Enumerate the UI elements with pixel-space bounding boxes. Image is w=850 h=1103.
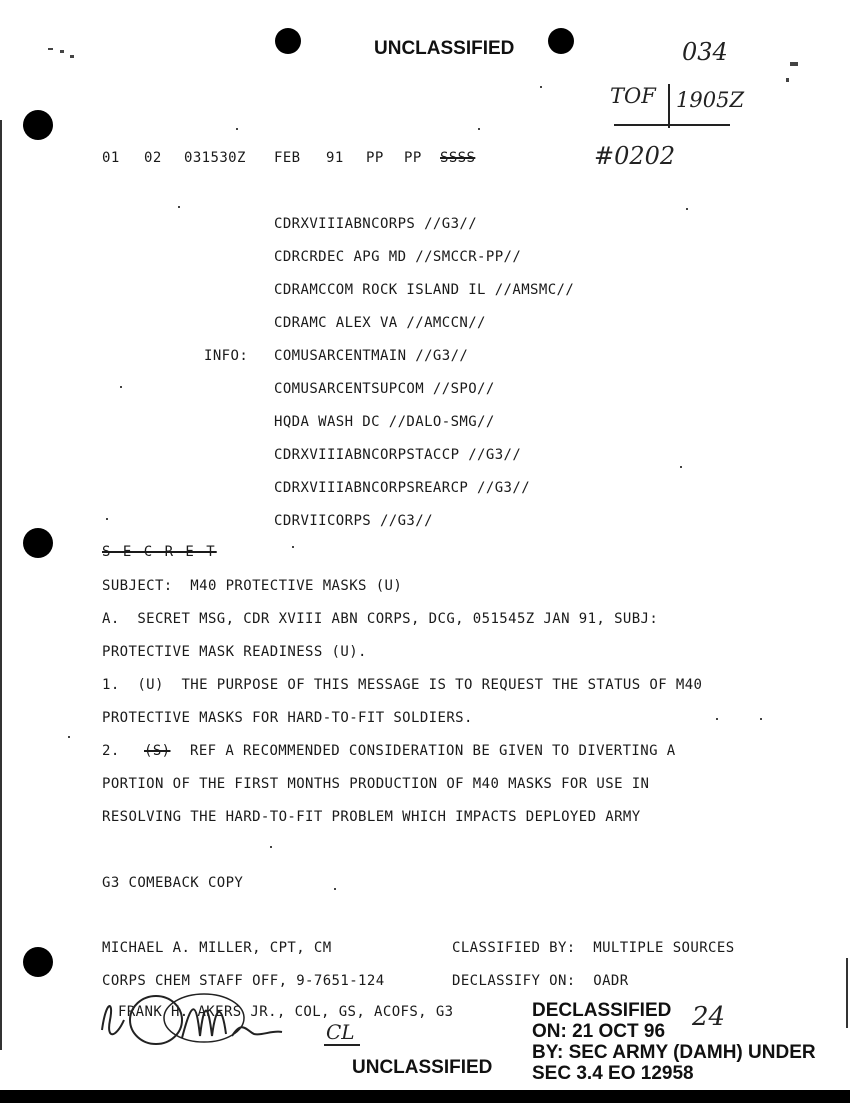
dtg-field-2: 02 (144, 150, 162, 166)
dtg-field-4: FEB (274, 150, 301, 166)
declass-date: ON: 21 OCT 96 (532, 1021, 666, 1042)
punch-hole-top (23, 110, 53, 140)
reference-line-1: A. SECRET MSG, CDR XVIII ABN CORPS, DCG, 051545Z JAN 91, SUBJ: (102, 611, 659, 627)
scan-speck (786, 78, 789, 82)
info-label: INFO: (204, 348, 249, 364)
classified-by: CLASSIFIED BY: MULTIPLE SOURCES (452, 940, 735, 956)
scan-speck (48, 48, 53, 50)
scan-speck (68, 736, 70, 738)
message-number: #0202 (594, 142, 676, 170)
scan-speck (60, 50, 64, 53)
paragraph-1-line-1: 1. (U) THE PURPOSE OF THIS MESSAGE IS TO REQUEST THE STATUS OF M40 (102, 677, 703, 693)
drafter-name: MICHAEL A. MILLER, CPT, CM (102, 940, 332, 956)
scan-speck (178, 206, 180, 208)
scan-speck (760, 718, 762, 720)
dtg-field-5: 91 (326, 150, 344, 166)
releaser-initials: CL (326, 1020, 355, 1044)
struck-classification: S E C R E T (102, 544, 217, 560)
tof-label: TOF (610, 84, 656, 108)
dtg-field-1: 01 (102, 150, 120, 166)
scan-speck (680, 466, 682, 468)
punch-hole-bottom (23, 947, 53, 977)
releaser-name: FRANK H. AKERS JR., COL, GS, ACOFS, G3 (118, 1004, 454, 1020)
declass-title: DECLASSIFIED (532, 1000, 672, 1021)
tof-horizontal-line (614, 124, 730, 126)
addressee-1: CDRXVIIIABNCORPS //G3// (274, 216, 478, 232)
scan-speck (790, 62, 798, 66)
scan-speck (686, 208, 688, 210)
scan-speck (478, 128, 480, 130)
scan-speck (270, 846, 272, 848)
dtg-field-6: PP (366, 150, 384, 166)
addressee-7: HQDA WASH DC //DALO-SMG// (274, 414, 495, 430)
addressee-10: CDRVIICORPS //G3// (274, 513, 433, 529)
scan-speck (70, 55, 74, 58)
initials-underline (324, 1044, 360, 1046)
declassify-on: DECLASSIFY ON: OADR (452, 973, 629, 989)
scan-speck (292, 546, 294, 548)
tof-time: 1905Z (676, 88, 745, 112)
dtg-struck-text: SSSS (440, 150, 476, 166)
dtg-field-3: 031530Z (184, 150, 246, 166)
addressee-2: CDRCRDEC APG MD //SMCCR-PP// (274, 249, 522, 265)
scan-speck (540, 86, 542, 88)
addressee-8: CDRXVIIIABNCORPSTACCP //G3// (274, 447, 522, 463)
paragraph-2-number: 2. (102, 743, 120, 759)
scan-speck (236, 128, 238, 130)
punch-hole-middle (23, 528, 53, 558)
tof-vertical-line (668, 84, 670, 128)
scan-speck (334, 888, 336, 890)
classification-top: UNCLASSIFIED (374, 38, 515, 59)
comeback-copy: G3 COMEBACK COPY (102, 875, 244, 891)
declass-initials: 24 (692, 1002, 726, 1032)
page-number: 034 (682, 38, 728, 66)
paragraph-2-line-3: RESOLVING THE HARD-TO-FIT PROBLEM WHICH IMPACTS DEPLOYED ARMY (102, 809, 641, 825)
drafter-office: CORPS CHEM STAFF OFF, 9-7651-124 (102, 973, 385, 989)
paragraph-2-line-1: REF A RECOMMENDED CONSIDERATION BE GIVEN TO DIVERTING A (190, 743, 676, 759)
left-margin-line (0, 120, 2, 1050)
right-margin-line (846, 958, 848, 1028)
classification-bottom: UNCLASSIFIED (352, 1057, 493, 1078)
bottom-border (0, 1090, 850, 1103)
signature-scribble (96, 990, 336, 1060)
subject-line: SUBJECT: M40 PROTECTIVE MASKS (U) (102, 578, 403, 594)
paragraph-1-line-2: PROTECTIVE MASKS FOR HARD-TO-FIT SOLDIERS. (102, 710, 473, 726)
addressee-6: COMUSARCENTSUPCOM //SPO// (274, 381, 495, 397)
paragraph-2-line-2: PORTION OF THE FIRST MONTHS PRODUCTION OF M40 MASKS FOR USE IN (102, 776, 650, 792)
reference-line-2: PROTECTIVE MASK READINESS (U). (102, 644, 367, 660)
addressee-9: CDRXVIIIABNCORPSREARCP //G3// (274, 480, 531, 496)
header-dot-left (275, 28, 301, 54)
addressee-4: CDRAMC ALEX VA //AMCCN// (274, 315, 486, 331)
scan-speck (106, 518, 108, 520)
declass-by: BY: SEC ARMY (DAMH) UNDER (532, 1042, 816, 1063)
scan-speck (716, 718, 718, 720)
declass-authority: SEC 3.4 EO 12958 (532, 1063, 694, 1084)
addressee-5: COMUSARCENTMAIN //G3// (274, 348, 469, 364)
header-dot-right (548, 28, 574, 54)
scan-speck (120, 386, 122, 388)
addressee-3: CDRAMCCOM ROCK ISLAND IL //AMSMC// (274, 282, 575, 298)
dtg-field-7: PP (404, 150, 422, 166)
paragraph-2-struck-marking: (S) (144, 743, 171, 759)
